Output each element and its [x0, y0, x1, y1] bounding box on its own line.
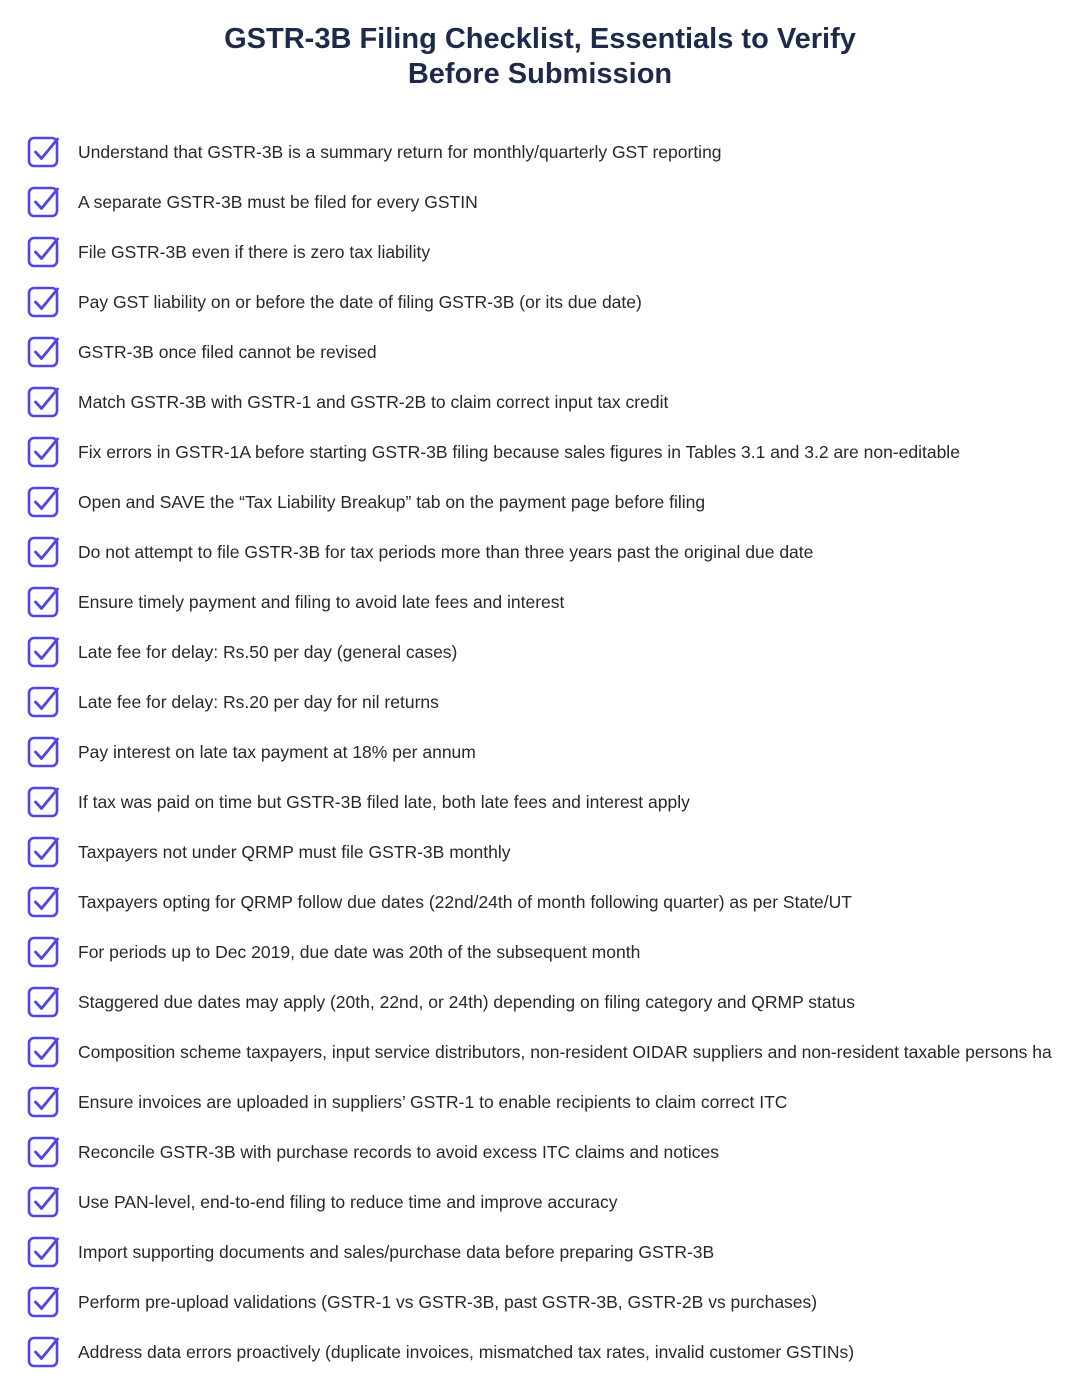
checked-checkbox-icon[interactable] — [27, 1085, 61, 1119]
checklist-item — [0, 477, 1080, 527]
checklist-item — [0, 1327, 1080, 1377]
checklist-item — [0, 927, 1080, 977]
checked-checkbox-icon[interactable] — [27, 485, 61, 519]
checked-checkbox-icon[interactable] — [27, 935, 61, 969]
checked-checkbox-icon[interactable] — [27, 285, 61, 319]
checked-checkbox-icon[interactable] — [27, 235, 61, 269]
page-title — [0, 22, 1080, 92]
checklist-item-text: A separate GSTR-3B must be filed for every GSTIN — [78, 192, 478, 212]
checklist-item — [0, 527, 1080, 577]
checked-checkbox-icon[interactable] — [27, 1235, 61, 1269]
checklist-item — [0, 1227, 1080, 1277]
checklist-item-text: Match GSTR-3B with GSTR-1 and GSTR-2B to claim correct input tax credit — [78, 392, 669, 412]
checklist-item-text: If tax was paid on time but GSTR-3B filed late, both late fees and interest apply — [78, 792, 690, 812]
checklist-item — [0, 727, 1080, 777]
checklist — [0, 127, 1080, 1377]
checklist-item — [0, 1177, 1080, 1227]
page-title-line-1: GSTR-3B Filing Checklist, Essentials to Verify — [224, 23, 856, 55]
checklist-item-text: Open and SAVE the “Tax Liability Breakup” tab on the payment page before filing — [78, 492, 706, 512]
checklist-item-text: Import supporting documents and sales/purchase data before preparing GSTR-3B — [78, 1242, 715, 1262]
checklist-item-text: Late fee for delay: Rs.50 per day (general cases) — [78, 642, 458, 662]
checklist-item-text: Late fee for delay: Rs.20 per day for nil returns — [78, 692, 439, 712]
checklist-item-text: Taxpayers not under QRMP must file GSTR-3B monthly — [78, 842, 511, 862]
checklist-item — [0, 227, 1080, 277]
checked-checkbox-icon[interactable] — [27, 1335, 61, 1369]
checklist-item — [0, 127, 1080, 177]
checklist-item-text: For periods up to Dec 2019, due date was 20th of the subsequent month — [78, 942, 641, 962]
checklist-item — [0, 577, 1080, 627]
checked-checkbox-icon[interactable] — [27, 585, 61, 619]
checklist-item-text: File GSTR-3B even if there is zero tax liability — [78, 242, 431, 262]
checked-checkbox-icon[interactable] — [27, 885, 61, 919]
checklist-item — [0, 327, 1080, 377]
checklist-item-text: Use PAN-level, end-to-end filing to reduce time and improve accuracy — [78, 1192, 618, 1212]
checked-checkbox-icon[interactable] — [27, 785, 61, 819]
checklist-item-text: GSTR-3B once filed cannot be revised — [78, 342, 377, 362]
checklist-item-text: Fix errors in GSTR-1A before starting GSTR-3B filing because sales figures in Tables 3.1 and 3.2 are non-editable — [78, 442, 960, 462]
checklist-item-text: Understand that GSTR-3B is a summary return for monthly/quarterly GST reporting — [78, 142, 722, 162]
checklist-item — [0, 1077, 1080, 1127]
checked-checkbox-icon[interactable] — [27, 735, 61, 769]
checklist-item — [0, 877, 1080, 927]
checked-checkbox-icon[interactable] — [27, 685, 61, 719]
checklist-item-text: Ensure invoices are uploaded in suppliers’ GSTR-1 to enable recipients to claim correct ITC — [78, 1092, 788, 1112]
checklist-item-text: Reconcile GSTR-3B with purchase records to avoid excess ITC claims and notices — [78, 1142, 719, 1162]
checked-checkbox-icon[interactable] — [27, 1185, 61, 1219]
checked-checkbox-icon[interactable] — [27, 835, 61, 869]
checklist-item — [0, 677, 1080, 727]
checklist-item — [0, 777, 1080, 827]
page-title-line-2: Before Submission — [407, 58, 673, 90]
checklist-item — [0, 827, 1080, 877]
checklist-item-text: Ensure timely payment and filing to avoid late fees and interest — [78, 592, 565, 612]
checklist-item — [0, 377, 1080, 427]
checked-checkbox-icon[interactable] — [27, 1285, 61, 1319]
checklist-item — [0, 177, 1080, 227]
checked-checkbox-icon[interactable] — [27, 385, 61, 419]
checked-checkbox-icon[interactable] — [27, 635, 61, 669]
checklist-item — [0, 277, 1080, 327]
checklist-item — [0, 977, 1080, 1027]
checklist-item-text: Composition scheme taxpayers, input service distributors, non-resident OIDAR suppliers and non-resident taxable persons ha — [78, 1042, 1052, 1062]
checklist-item — [0, 627, 1080, 677]
checked-checkbox-icon[interactable] — [27, 435, 61, 469]
checklist-item — [0, 1127, 1080, 1177]
checklist-item-text: Perform pre-upload validations (GSTR-1 vs GSTR-3B, past GSTR-3B, GSTR-2B vs purchases) — [78, 1292, 818, 1312]
checklist-item-text: Address data errors proactively (duplicate invoices, mismatched tax rates, invalid customer GSTINs) — [78, 1342, 855, 1362]
checked-checkbox-icon[interactable] — [27, 135, 61, 169]
checklist-item-text: Do not attempt to file GSTR-3B for tax periods more than three years past the original due date — [78, 542, 814, 562]
checked-checkbox-icon[interactable] — [27, 985, 61, 1019]
checklist-item-text: Pay GST liability on or before the date of filing GSTR-3B (or its due date) — [78, 292, 642, 312]
checklist-item-text: Staggered due dates may apply (20th, 22nd, or 24th) depending on filing category and QRMP status — [78, 992, 855, 1012]
checked-checkbox-icon[interactable] — [27, 1135, 61, 1169]
checklist-item-text: Taxpayers opting for QRMP follow due dates (22nd/24th of month following quarter) as per State/UT — [78, 892, 852, 912]
checklist-item-text: Pay interest on late tax payment at 18% per annum — [78, 742, 476, 762]
checklist-item — [0, 427, 1080, 477]
checklist-item — [0, 1027, 1080, 1077]
checked-checkbox-icon[interactable] — [27, 335, 61, 369]
checklist-item — [0, 1277, 1080, 1327]
checked-checkbox-icon[interactable] — [27, 1035, 61, 1069]
checked-checkbox-icon[interactable] — [27, 185, 61, 219]
checked-checkbox-icon[interactable] — [27, 535, 61, 569]
